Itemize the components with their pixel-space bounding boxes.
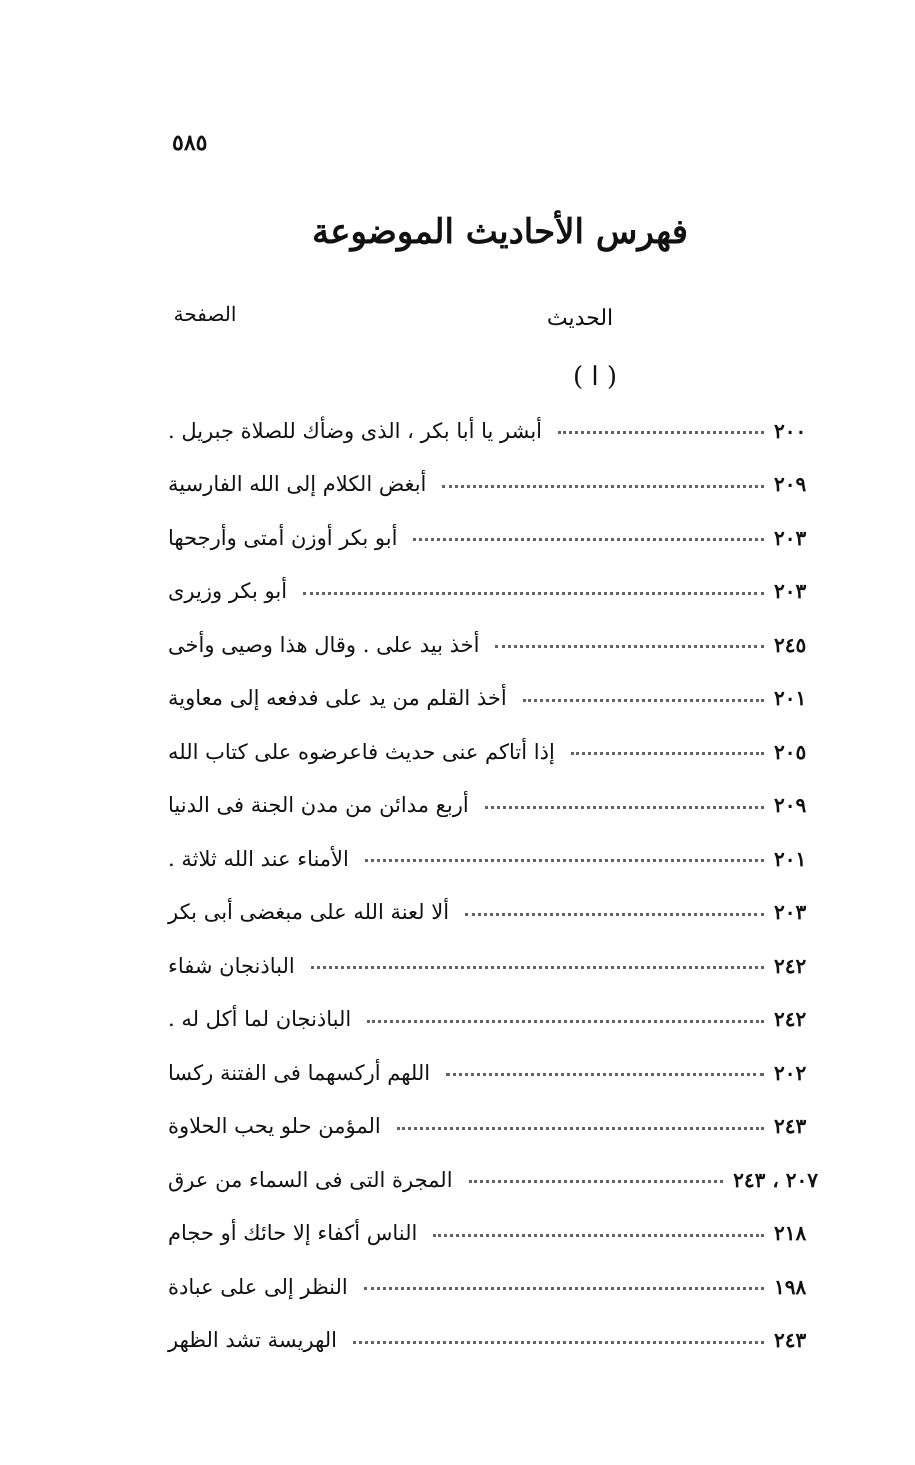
index-entry <box>160 1207 818 1261</box>
dot-leader <box>485 806 764 809</box>
dot-leader <box>469 1180 724 1183</box>
entry-page-number: ٢٠٢ <box>774 1060 807 1085</box>
entry-text: الناس أكفاء إلا حائك أو حجام <box>168 1221 418 1246</box>
index-entry <box>160 458 818 512</box>
index-entry <box>160 1314 818 1368</box>
index-entry <box>160 725 818 779</box>
dot-leader <box>558 431 764 434</box>
entry-text: اللهم أركسهما فى الفتنة ركسا <box>168 1060 431 1085</box>
entry-text: أخذ القلم من يد على فدفعه إلى معاوية <box>168 686 507 711</box>
entry-page-number: ٢٠١ <box>774 846 807 871</box>
dot-leader <box>367 1020 764 1023</box>
index-entry <box>160 511 818 565</box>
index-entry <box>160 1046 818 1100</box>
index-entry <box>160 993 818 1047</box>
entry-page-number: ٢٤٢ <box>774 1007 807 1032</box>
entry-page-number: ٢٠٣ <box>774 900 807 925</box>
entry-text: أبو بكر وزيرى <box>168 579 288 604</box>
entry-text: المجرة التى فى السماء من عرق <box>168 1167 453 1192</box>
column-header-hadith: الحديث <box>546 306 614 331</box>
entry-text: إذا أتاكم عنى حديث فاعرضوه على كتاب الله <box>168 739 555 764</box>
index-entry <box>160 832 818 886</box>
entry-text: الهريسة تشد الظهر <box>168 1328 338 1353</box>
entry-page-number: ٢٠٣ <box>774 579 807 604</box>
entry-page-number: ٢٠٩ <box>774 793 807 818</box>
entry-page-number: ٢٤٣ <box>774 1328 807 1353</box>
entry-text: الباذنجان شفاء <box>168 953 295 978</box>
dot-leader <box>523 699 764 702</box>
index-entry <box>160 404 818 458</box>
entry-text: الأمناء عند الله ثلاثة . <box>168 846 349 871</box>
entry-page-number: ٢٠٣ <box>774 525 807 550</box>
dot-leader <box>303 592 764 595</box>
dot-leader <box>353 1341 764 1344</box>
dot-leader <box>413 538 764 541</box>
index-entry <box>160 939 818 993</box>
entry-page-number: ٢٠٧ ، ٢٤٣ <box>733 1167 818 1192</box>
entry-page-number: ٢٠١ <box>774 686 807 711</box>
dot-leader <box>446 1073 764 1076</box>
entry-page-number: ٢٠٥ <box>774 739 807 764</box>
dot-leader <box>442 485 764 488</box>
entry-text: ألا لعنة الله على مبغضى أبى بكر <box>168 900 450 925</box>
dot-leader <box>495 645 764 648</box>
index-entry <box>160 1260 818 1314</box>
entry-text: أخذ بيد على . وقال هذا وصيى وأخى <box>168 632 480 657</box>
entry-text: أبشر يا أبا بكر ، الذى وضأك للصلاة جبريل . <box>168 418 543 443</box>
index-title: فهرس الأحاديث الموضوعة <box>311 212 689 252</box>
section-letter: ( ا ) <box>572 362 618 392</box>
entry-page-number: ٢١٨ <box>774 1221 807 1246</box>
dot-leader <box>465 913 764 916</box>
entry-text: أبو بكر أوزن أمتى وأرجحها <box>168 525 398 550</box>
entry-page-number: ٢٤٥ <box>774 632 807 657</box>
dot-leader <box>364 1287 764 1290</box>
index-entry <box>160 779 818 833</box>
index-entry <box>160 1100 818 1154</box>
entry-page-number: ٢٤٢ <box>774 953 807 978</box>
entry-text: الباذنجان لما أكل له . <box>168 1007 352 1032</box>
dot-leader <box>365 859 764 862</box>
entry-page-number: ٢٠٠ <box>774 418 807 443</box>
entry-text: النظر إلى على عبادة <box>168 1274 348 1299</box>
index-entry <box>160 565 818 619</box>
entry-page-number: ٢٠٩ <box>774 472 807 497</box>
entry-text: أربع مدائن من مدن الجنة فى الدنيا <box>168 793 469 818</box>
dot-leader <box>397 1127 764 1130</box>
column-header-page: الصفحة <box>173 302 237 326</box>
index-entry <box>160 618 818 672</box>
entry-text: أبغض الكلام إلى الله الفارسية <box>168 472 427 497</box>
index-entries <box>160 404 818 1367</box>
dot-leader <box>433 1234 764 1237</box>
index-entry <box>160 1153 818 1207</box>
dot-leader <box>311 966 764 969</box>
entry-page-number: ٢٤٣ <box>774 1114 807 1139</box>
dot-leader <box>571 752 764 755</box>
entry-page-number: ١٩٨ <box>774 1274 807 1299</box>
index-entry <box>160 886 818 940</box>
index-entry <box>160 672 818 726</box>
page-number: ٥٨٥ <box>172 130 208 156</box>
entry-text: المؤمن حلو يحب الحلاوة <box>168 1114 381 1139</box>
